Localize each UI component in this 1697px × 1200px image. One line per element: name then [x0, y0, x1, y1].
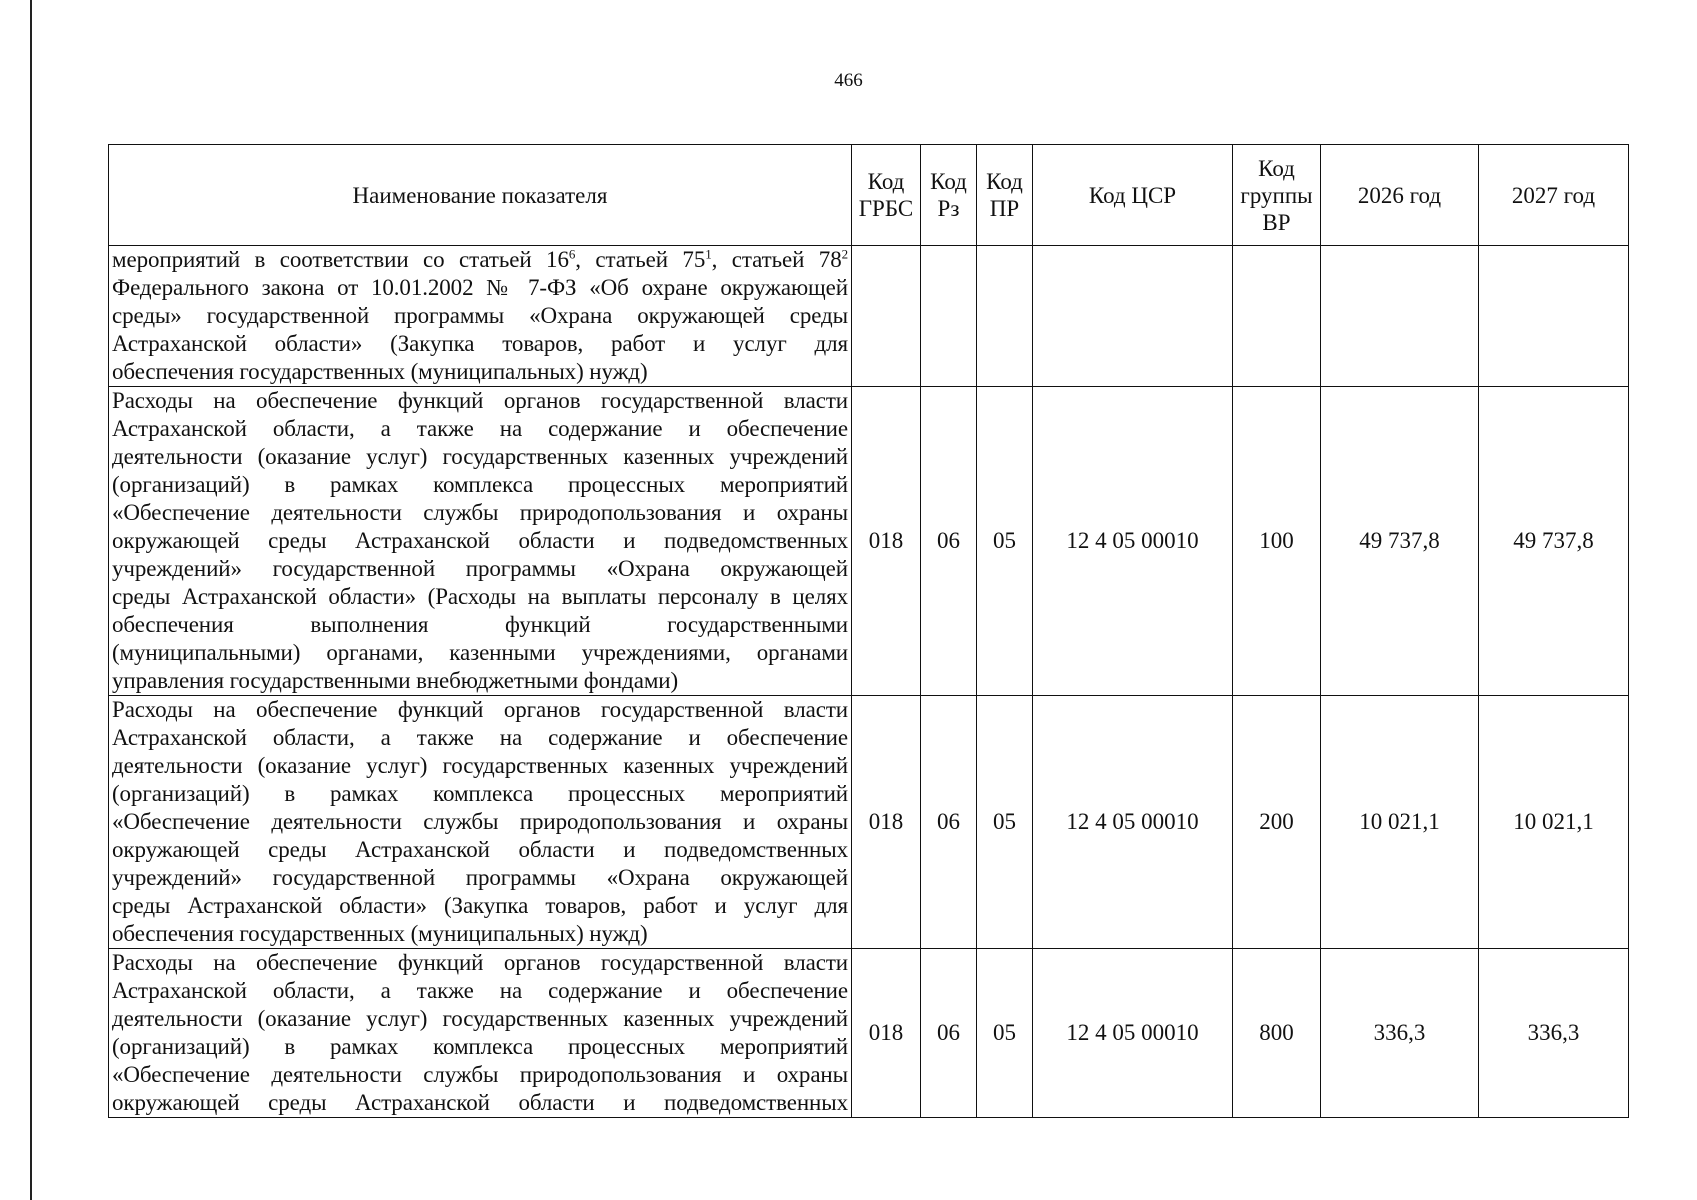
header-2026: 2026 год — [1321, 145, 1479, 246]
cell-csr: 12 4 05 00010 — [1033, 696, 1233, 949]
header-name: Наименование показателя — [109, 145, 852, 246]
cell-pr: 05 — [977, 696, 1033, 949]
page-number: 466 — [834, 70, 863, 91]
text-line: обеспечения государственных (муниципальных) нужд) — [112, 359, 648, 384]
text-line: «Обеспечение деятельности службы природопользования и охраны — [112, 500, 848, 525]
text-line: деятельности (оказание услуг) государственных казенных учреждений — [112, 1006, 848, 1031]
text-line: управления государственными внебюджетными фондами) — [112, 668, 679, 693]
text-line: обеспечения государственных (муниципальных) нужд) — [112, 921, 648, 946]
table-row-continuation — [109, 246, 1629, 387]
text-line: Астраханской области, а также на содержание и обеспечение — [112, 725, 848, 750]
text-line: окружающей среды Астраханской области и подведомственных — [112, 1090, 848, 1115]
cell-vr — [1233, 246, 1321, 387]
cell-2026 — [1321, 246, 1479, 387]
text-line: деятельности (оказание услуг) государственных казенных учреждений — [112, 444, 848, 469]
text-line: Расходы на обеспечение функций органов государственной власти — [112, 697, 848, 722]
text-line: Астраханской области» (Закупка товаров, работ и услуг для — [112, 331, 848, 356]
header-grbs: Код ГРБС — [852, 145, 921, 246]
cell-rz — [921, 246, 977, 387]
text-line: (организаций) в рамках комплекса процессных мероприятий — [112, 781, 848, 806]
cell-2027: 10 021,1 — [1479, 696, 1629, 949]
header-2027: 2027 год — [1479, 145, 1629, 246]
cell-vr: 100 — [1233, 387, 1321, 696]
cell-grbs: 018 — [852, 387, 921, 696]
cell-2026: 336,3 — [1321, 949, 1479, 1118]
cell-csr — [1033, 246, 1233, 387]
text-line: среды Астраханской области» (Расходы на выплаты персоналу в целях — [112, 584, 848, 609]
row-name-cell — [109, 696, 852, 949]
cell-csr: 12 4 05 00010 — [1033, 949, 1233, 1118]
text-line: окружающей среды Астраханской области и подведомственных — [112, 528, 848, 553]
cell-rz: 06 — [921, 387, 977, 696]
cell-2027: 49 737,8 — [1479, 387, 1629, 696]
text-line: учреждений» государственной программы «Охрана окружающей — [112, 865, 848, 890]
header-vr: Код группы ВР — [1233, 145, 1321, 246]
cell-2026: 10 021,1 — [1321, 696, 1479, 949]
table-row — [109, 696, 1629, 949]
cell-rz: 06 — [921, 696, 977, 949]
text-line: (муниципальными) органами, казенными учреждениями, органами — [112, 640, 848, 665]
text-line: деятельности (оказание услуг) государственных казенных учреждений — [112, 753, 848, 778]
text-line: (организаций) в рамках комплекса процессных мероприятий — [112, 1034, 848, 1059]
text-line: «Обеспечение деятельности службы природопользования и охраны — [112, 1062, 848, 1087]
header-rz: Код Рз — [921, 145, 977, 246]
text-line: обеспечения выполнения функций государственными — [112, 612, 848, 637]
cell-grbs: 018 — [852, 696, 921, 949]
cell-rz: 06 — [921, 949, 977, 1118]
text-line: «Обеспечение деятельности службы природопользования и охраны — [112, 809, 848, 834]
text-line: Астраханской области, а также на содержание и обеспечение — [112, 416, 848, 441]
text-line: Расходы на обеспечение функций органов государственной власти — [112, 950, 848, 975]
cell-pr — [977, 246, 1033, 387]
table-row — [109, 949, 1629, 1118]
cell-pr: 05 — [977, 949, 1033, 1118]
cell-vr: 200 — [1233, 696, 1321, 949]
row-name-cell — [109, 387, 852, 696]
cell-2026: 49 737,8 — [1321, 387, 1479, 696]
budget-table — [108, 144, 1629, 1118]
cell-pr: 05 — [977, 387, 1033, 696]
header-row — [109, 145, 1629, 246]
text-line: Расходы на обеспечение функций органов государственной власти — [112, 388, 848, 413]
text-line: учреждений» государственной программы «Охрана окружающей — [112, 556, 848, 581]
binding-margin-line — [30, 0, 32, 1200]
header-pr: Код ПР — [977, 145, 1033, 246]
cell-csr: 12 4 05 00010 — [1033, 387, 1233, 696]
text-line: мероприятий в соответствии со статьей $16^6$, статьей $75^1$, статьей $78^2$ — [112, 246, 849, 272]
text-line: (организаций) в рамках комплекса процессных мероприятий — [112, 472, 848, 497]
cell-vr: 800 — [1233, 949, 1321, 1118]
table-row — [109, 387, 1629, 696]
text-line: окружающей среды Астраханской области и подведомственных — [112, 837, 848, 862]
text-line: среды» государственной программы «Охрана окружающей среды — [112, 303, 848, 328]
cell-grbs: 018 — [852, 949, 921, 1118]
row-name-cell — [109, 949, 852, 1118]
text-line: Федерального закона от 10.01.2002 № 7-ФЗ «Об охране окружающей — [112, 275, 848, 300]
text-line: Астраханской области, а также на содержание и обеспечение — [112, 978, 848, 1003]
text-line: среды Астраханской области» (Закупка товаров, работ и услуг для — [112, 893, 848, 918]
row-name-cell — [109, 246, 852, 387]
cell-2027: 336,3 — [1479, 949, 1629, 1118]
header-csr: Код ЦСР — [1033, 145, 1233, 246]
cell-2027 — [1479, 246, 1629, 387]
cell-grbs — [852, 246, 921, 387]
